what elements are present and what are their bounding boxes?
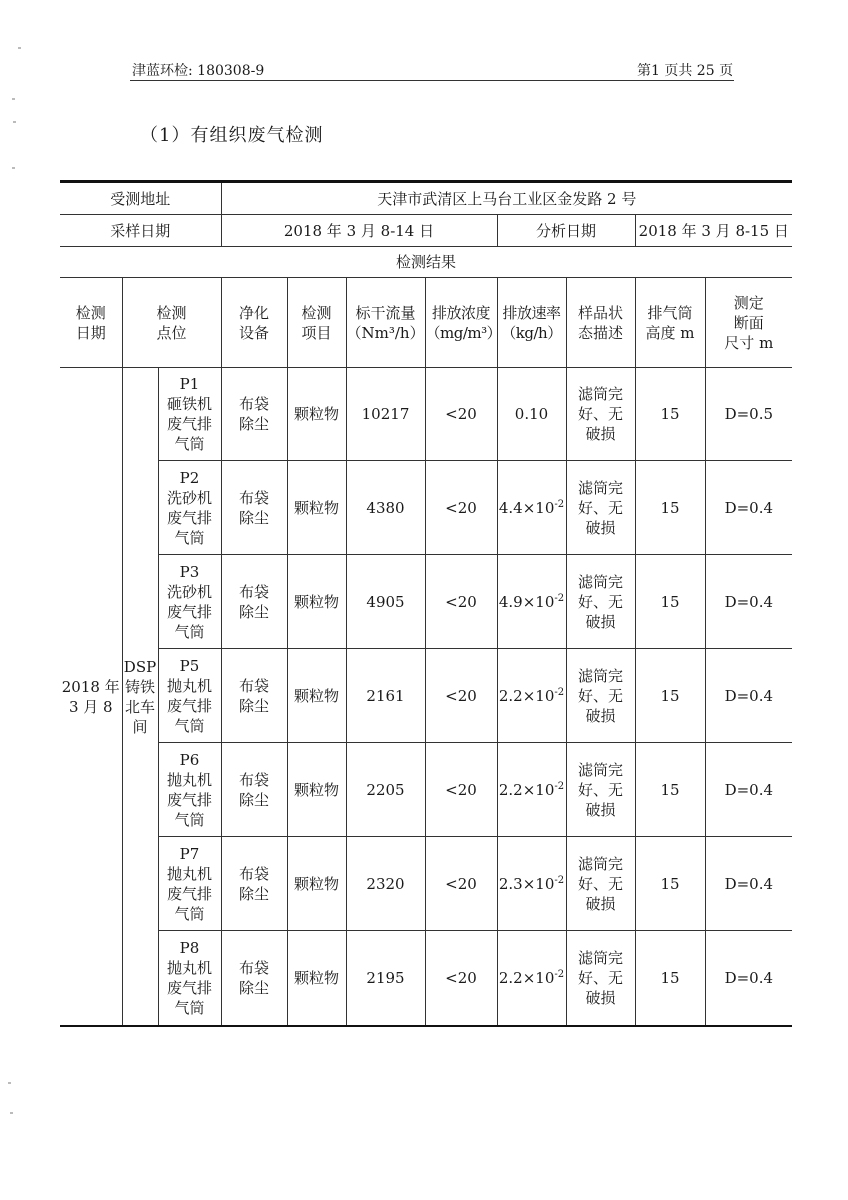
scan-mark <box>12 167 15 169</box>
section-title: （1）有组织废气检测 <box>140 125 324 146</box>
header-rule <box>130 80 734 81</box>
point-cell: P5 抛丸机 废气排 气筒 <box>158 649 221 743</box>
scan-mark <box>13 121 16 123</box>
rate-cell: $4.9\times 10^{-2}$ <box>497 555 566 649</box>
section-size-cell: D=0.4 <box>705 743 792 837</box>
table-row <box>60 649 792 743</box>
sample-state-cell: 滤筒完 好、无 破损 <box>566 368 635 461</box>
device-cell: 布袋 除尘 <box>221 743 287 837</box>
rate-cell: $2.3\times 10^{-2}$ <box>497 837 566 931</box>
col-section-size: 测定 断面 尺寸 m <box>705 278 792 368</box>
date-row <box>60 215 792 247</box>
concentration-cell: <20 <box>425 931 497 1027</box>
concentration-cell: <20 <box>425 743 497 837</box>
scan-mark <box>10 1112 13 1114</box>
stack-height-cell: 15 <box>635 461 705 555</box>
flow-cell: 2205 <box>346 743 425 837</box>
stack-height-cell: 15 <box>635 555 705 649</box>
table-row <box>60 931 792 1027</box>
rate-cell: $2.2\times 10^{-2}$ <box>497 743 566 837</box>
flow-cell: 4380 <box>346 461 425 555</box>
rate-cell: 0.10 <box>497 368 566 461</box>
table-row <box>60 837 792 931</box>
group-date: 2018 年 3 月 8 <box>60 368 122 1027</box>
rate-cell: $2.2\times 10^{-2}$ <box>497 649 566 743</box>
sample-state-cell: 滤筒完 好、无 破损 <box>566 555 635 649</box>
col-flow: 标干流量 （Nm³/h） <box>346 278 425 368</box>
item-cell: 颗粒物 <box>287 368 346 461</box>
stack-height-cell: 15 <box>635 743 705 837</box>
table-row <box>60 555 792 649</box>
col-device: 净化 设备 <box>221 278 287 368</box>
column-header-row <box>60 278 792 368</box>
point-cell: P2 洗砂机 废气排 气筒 <box>158 461 221 555</box>
sample-state-cell: 滤筒完 好、无 破损 <box>566 743 635 837</box>
sampling-date-label: 采样日期 <box>60 215 221 247</box>
device-cell: 布袋 除尘 <box>221 461 287 555</box>
results-title-row <box>60 247 792 278</box>
sampling-date-value: 2018 年 3 月 8-14 日 <box>221 215 497 247</box>
flow-cell: 10217 <box>346 368 425 461</box>
item-cell: 颗粒物 <box>287 555 346 649</box>
section-size-cell: D=0.4 <box>705 837 792 931</box>
device-cell: 布袋 除尘 <box>221 555 287 649</box>
col-item: 检测 项目 <box>287 278 346 368</box>
point-cell: P1 砸铁机 废气排 气筒 <box>158 368 221 461</box>
stack-height-cell: 15 <box>635 649 705 743</box>
analysis-date-label: 分析日期 <box>497 215 635 247</box>
col-sample-state: 样品状 态描述 <box>566 278 635 368</box>
device-cell: 布袋 除尘 <box>221 368 287 461</box>
section-size-cell: D=0.4 <box>705 555 792 649</box>
item-cell: 颗粒物 <box>287 649 346 743</box>
emission-results-table <box>60 180 792 1027</box>
flow-cell: 2195 <box>346 931 425 1027</box>
group-workshop: DSP 铸铁 北车 间 <box>122 368 158 1027</box>
report-number: 津蓝环检: 180308-9 <box>132 63 265 79</box>
rate-cell: $4.4\times 10^{-2}$ <box>497 461 566 555</box>
col-concentration: 排放浓度 （mg/m³） <box>425 278 497 368</box>
page-number: 第1 页共 25 页 <box>637 63 734 79</box>
scan-mark <box>12 98 15 100</box>
col-rate: 排放速率 （kg/h） <box>497 278 566 368</box>
flow-cell: 4905 <box>346 555 425 649</box>
stack-height-cell: 15 <box>635 931 705 1027</box>
point-cell: P3 洗砂机 废气排 气筒 <box>158 555 221 649</box>
stack-height-cell: 15 <box>635 368 705 461</box>
concentration-cell: <20 <box>425 837 497 931</box>
flow-cell: 2161 <box>346 649 425 743</box>
sample-state-cell: 滤筒完 好、无 破损 <box>566 931 635 1027</box>
col-stack-height: 排气筒 高度 m <box>635 278 705 368</box>
flow-cell: 2320 <box>346 837 425 931</box>
col-point: 检测 点位 <box>122 278 221 368</box>
concentration-cell: <20 <box>425 555 497 649</box>
section-size-cell: D=0.4 <box>705 461 792 555</box>
stack-height-cell: 15 <box>635 837 705 931</box>
point-cell: P8 抛丸机 废气排 气筒 <box>158 931 221 1027</box>
section-size-cell: D=0.4 <box>705 649 792 743</box>
point-cell: P7 抛丸机 废气排 气筒 <box>158 837 221 931</box>
rate-cell: $2.2\times 10^{-2}$ <box>497 931 566 1027</box>
site-value: 天津市武清区上马台工业区金发路 2 号 <box>221 182 792 215</box>
device-cell: 布袋 除尘 <box>221 837 287 931</box>
scan-mark <box>18 47 21 49</box>
scan-mark <box>8 1082 11 1084</box>
sample-state-cell: 滤筒完 好、无 破损 <box>566 649 635 743</box>
col-date: 检测 日期 <box>60 278 122 368</box>
table-row <box>60 461 792 555</box>
section-size-cell: D=0.4 <box>705 931 792 1027</box>
results-title: 检测结果 <box>60 247 792 278</box>
sample-state-cell: 滤筒完 好、无 破损 <box>566 461 635 555</box>
item-cell: 颗粒物 <box>287 743 346 837</box>
point-cell: P6 抛丸机 废气排 气筒 <box>158 743 221 837</box>
sample-state-cell: 滤筒完 好、无 破损 <box>566 837 635 931</box>
device-cell: 布袋 除尘 <box>221 649 287 743</box>
item-cell: 颗粒物 <box>287 931 346 1027</box>
concentration-cell: <20 <box>425 649 497 743</box>
device-cell: 布袋 除尘 <box>221 931 287 1027</box>
item-cell: 颗粒物 <box>287 461 346 555</box>
analysis-date-value: 2018 年 3 月 8-15 日 <box>635 215 792 247</box>
concentration-cell: <20 <box>425 461 497 555</box>
site-label: 受测地址 <box>60 182 221 215</box>
item-cell: 颗粒物 <box>287 837 346 931</box>
section-size-cell: D=0.5 <box>705 368 792 461</box>
concentration-cell: <20 <box>425 368 497 461</box>
table-row <box>60 743 792 837</box>
table-row <box>60 368 792 461</box>
site-row <box>60 182 792 215</box>
